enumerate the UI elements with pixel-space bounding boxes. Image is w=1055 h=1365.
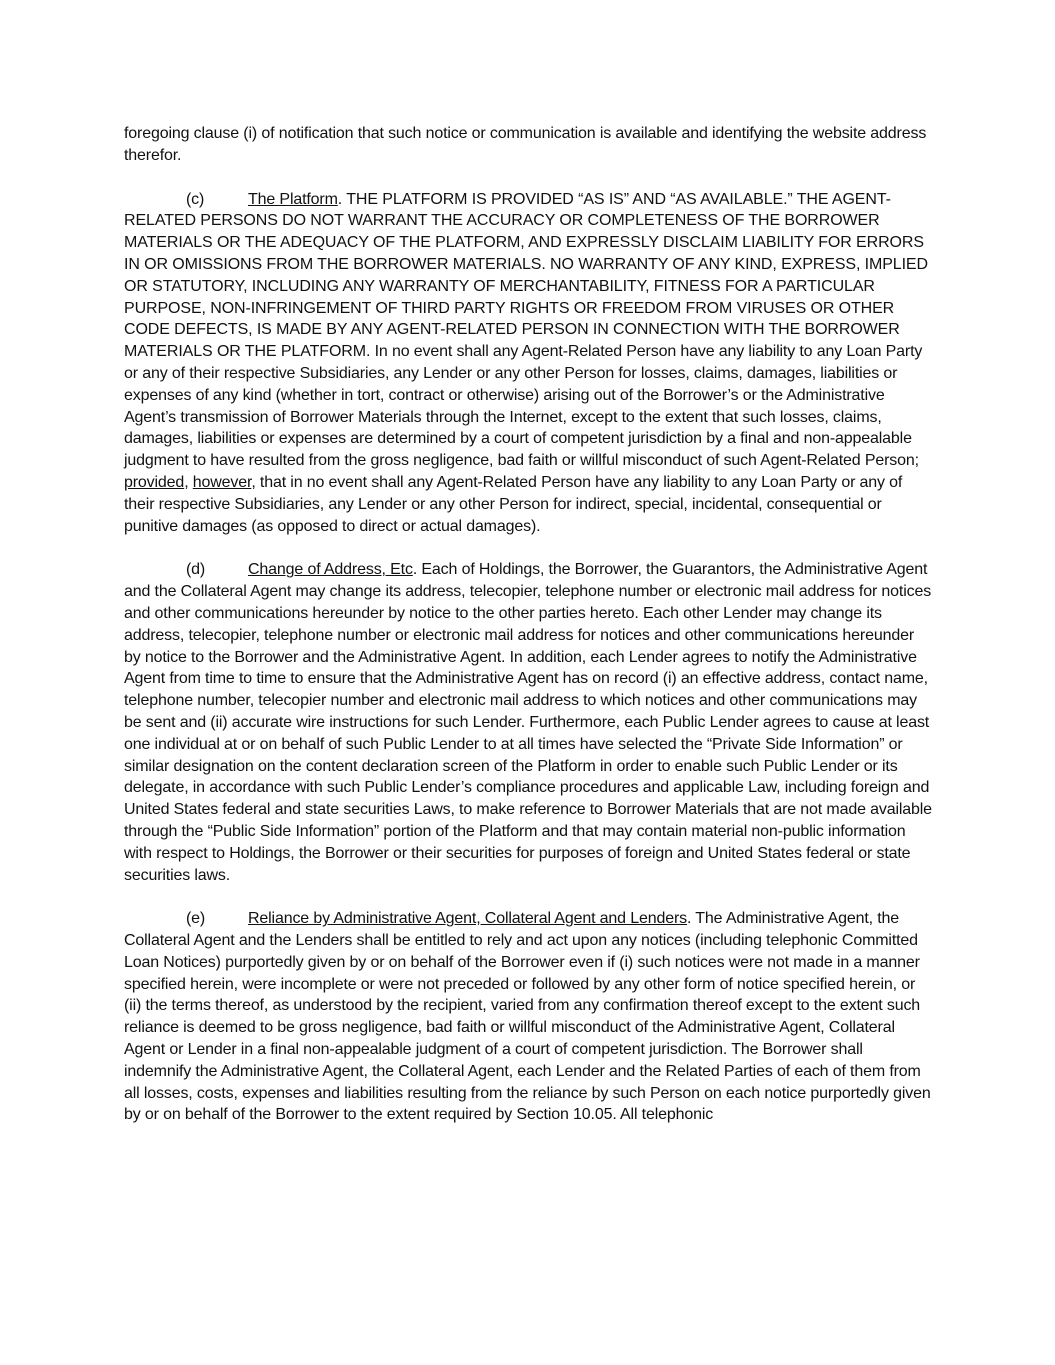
paragraph-text: In no event shall any Agent-Related Person have any liability to any Loan Party or any of their respective Subsidiaries, any Lender or any other Person for losses, claims, damages, liabilities or expenses of any kind (whether in tort, contract or otherwise) arising out of the Borrower’s or the Administrative Agent’s transmission of Borrower Materials through the Internet, except to the extent that such losses, claims, damages, liabilities or expenses are determined by a court of competent jurisdiction by a final and non-appealable judgment to have resulted from the gross negligence, bad faith or willful misconduct of such Agent-Related Person; [124,343,923,470]
however-term: however [192,473,252,491]
paragraph-text: . The Administrative Agent, the Collateral Agent and the Lenders shall be entitled to rely and act upon any notices (including telephonic Committed Loan Notices) purportedly given by or on behalf of the Borrower even if (i) such notices were not made in a manner specified herein, were incomplete or were not preceded or followed by any other form of notice specified herein, or (ii) the terms thereof, as understood by the recipient, varied from any confirmation thereof except to the extent such reliance is deemed to be gross negligence, bad faith or willful misconduct of the Administrative Agent, Collateral Agent or Lender in a final non-appealable judgment of a court of competent jurisdiction. The Borrower shall indemnify the Administrative Agent, the Collateral Agent, each Lender and the Related Parties of each of them from all losses, costs, expenses and liabilities resulting from the reliance by such Person on each notice purportedly given by or on behalf of the Borrower to the extent required by Section 10.05. All telephonic [124,910,931,1124]
section-heading: Change of Address, Etc [248,561,413,579]
section-heading: The Platform [248,190,338,208]
section-e-reliance [124,908,934,1126]
section-label: (c) [186,190,205,208]
section-d-change-of-address [124,559,934,886]
section-c-platform [124,189,934,538]
comma-separator: , [184,473,193,491]
paragraph-text-tail: , that in no event shall any Agent-Related Person have any liability to any Loan Party or any of their respective Subsidiaries, any Lender or any other Person for indirect, special, incidental, consequential or punitive damages (as opposed to direct or actual damages). [124,473,903,535]
section-label: (d) [186,561,206,579]
section-label: (e) [186,910,206,928]
paragraph-continuation [124,123,934,167]
provided-term: provided [124,473,185,491]
disclaimer-text: . THE PLATFORM IS PROVIDED “AS IS” AND “AS AVAILABLE.” THE AGENT-RELATED PERSONS DO NOT WARRANT THE ACCURACY OR COMPLETENESS OF THE BORROWER MATERIALS OR THE ADEQUACY OF THE PLATFORM, AND EXPRESSLY DISCLAIM LIABILITY FOR ERRORS IN OR OMISSIONS FROM THE BORROWER MATERIALS. NO WARRANTY OF ANY KIND, EXPRESS, IMPLIED OR STATUTORY, INCLUDING ANY WARRANTY OF MERCHANTABILITY, FITNESS FOR A PARTICULAR PURPOSE, NON-INFRINGEMENT OF THIRD PARTY RIGHTS OR FREEDOM FROM VIRUSES OR OTHER CODE DEFECTS, IS MADE BY ANY AGENT-RELATED PERSON IN CONNECTION WITH THE BORROWER MATERIALS OR THE PLATFORM. [124,190,928,361]
document-page [124,123,934,1148]
section-heading: Reliance by Administrative Agent, Collateral Agent and Lenders [248,910,687,928]
paragraph-text: . Each of Holdings, the Borrower, the Guarantors, the Administrative Agent and the Collateral Agent may change its address, telecopier, telephone number or electronic mail address for notices and other communications hereunder by notice to the other parties hereto. Each other Lender may change its address, telecopier, telephone number or electronic mail address for notices and other communications hereunder by notice to the Borrower and the Administrative Agent. In addition, each Lender agrees to notify the Administrative Agent from time to time to ensure that the Administrative Agent has on record (i) an effective address, contact name, telephone number, telecopier number and electronic mail address to which notices and other communications may be sent and (ii) accurate wire instructions for such Lender. Furthermore, each Public Lender agrees to cause at least one individual at or on behalf of such Public Lender to at all times have selected the “Private Side Information” or similar designation on the content declaration screen of the Platform in order to enable such Public Lender or its delegate, in accordance with such Public Lender’s compliance procedures and applicable Law, including foreign and United States federal and state securities Laws, to make reference to Borrower Materials that are not made available through the “Public Side Information” portion of the Platform and that may contain material non-public information with respect to Holdings, the Borrower or their securities for purposes of foreign and United States federal or state securities laws. [124,561,932,884]
paragraph-text: foregoing clause (i) of notification that such notice or communication is available and identifying the website address therefor. [124,125,927,164]
